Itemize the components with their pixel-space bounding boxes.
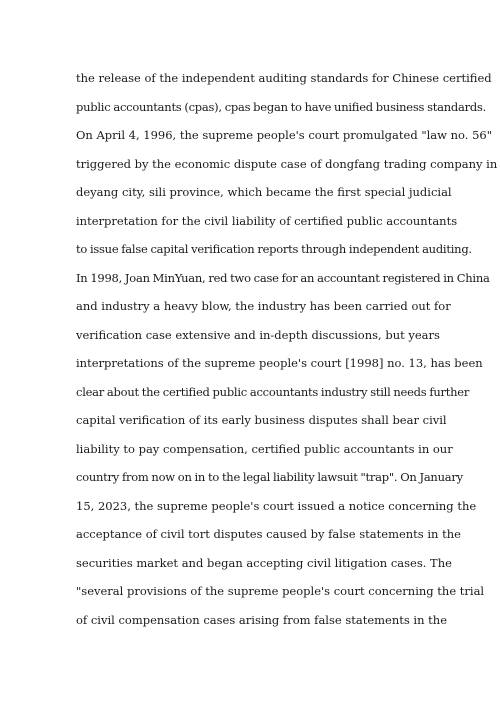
text-line: "several provisions of the supreme people's court concerning the trial [76,584,485,598]
text-line: interpretations of the supreme people's court [1998] no. 13, has been [76,356,483,370]
text-line: In 1998, Joan MinYuan, red two case for an accountant registered in China [76,270,490,285]
text-line: the release of the independent auditing standards for Chinese certified [76,71,492,85]
text-line: verification case extensive and in-depth discussions, but years [76,327,440,342]
body-text [76,64,498,634]
text-line: securities market and began accepting civil litigation cases. The [76,555,452,570]
text-line: of civil compensation cases arising from false statements in the [76,612,448,627]
text-line: On April 4, 1996, the supreme people's court promulgated "law no. 56" [76,128,493,142]
text-line: triggered by the economic dispute case of dongfang trading company in [76,156,498,171]
text-line: 15, 2023, the supreme people's court issued a notice concerning the [76,498,477,513]
text-line: capital verification of its early business disputes shall bear civil [76,413,447,427]
text-line: and industry a heavy blow, the industry has been carried out for [76,299,451,313]
text-line: liability to pay compensation, certified public accountants in our [76,441,453,456]
text-line: country from now on in to the legal liability lawsuit "trap". On January [76,470,463,484]
text-line: acceptance of civil tort disputes caused by false statements in the [76,527,461,541]
text-line: clear about the certified public accountants industry still needs further [76,384,470,399]
text-line: to issue false capital verification reports through independent auditing. [76,242,472,256]
text-line: interpretation for the civil liability of certified public accountants [76,213,458,228]
text-line: public accountants (cpas), cpas began to have unified business standards. [76,99,486,114]
text-line: deyang city, sili province, which became the first special judicial [76,185,452,199]
